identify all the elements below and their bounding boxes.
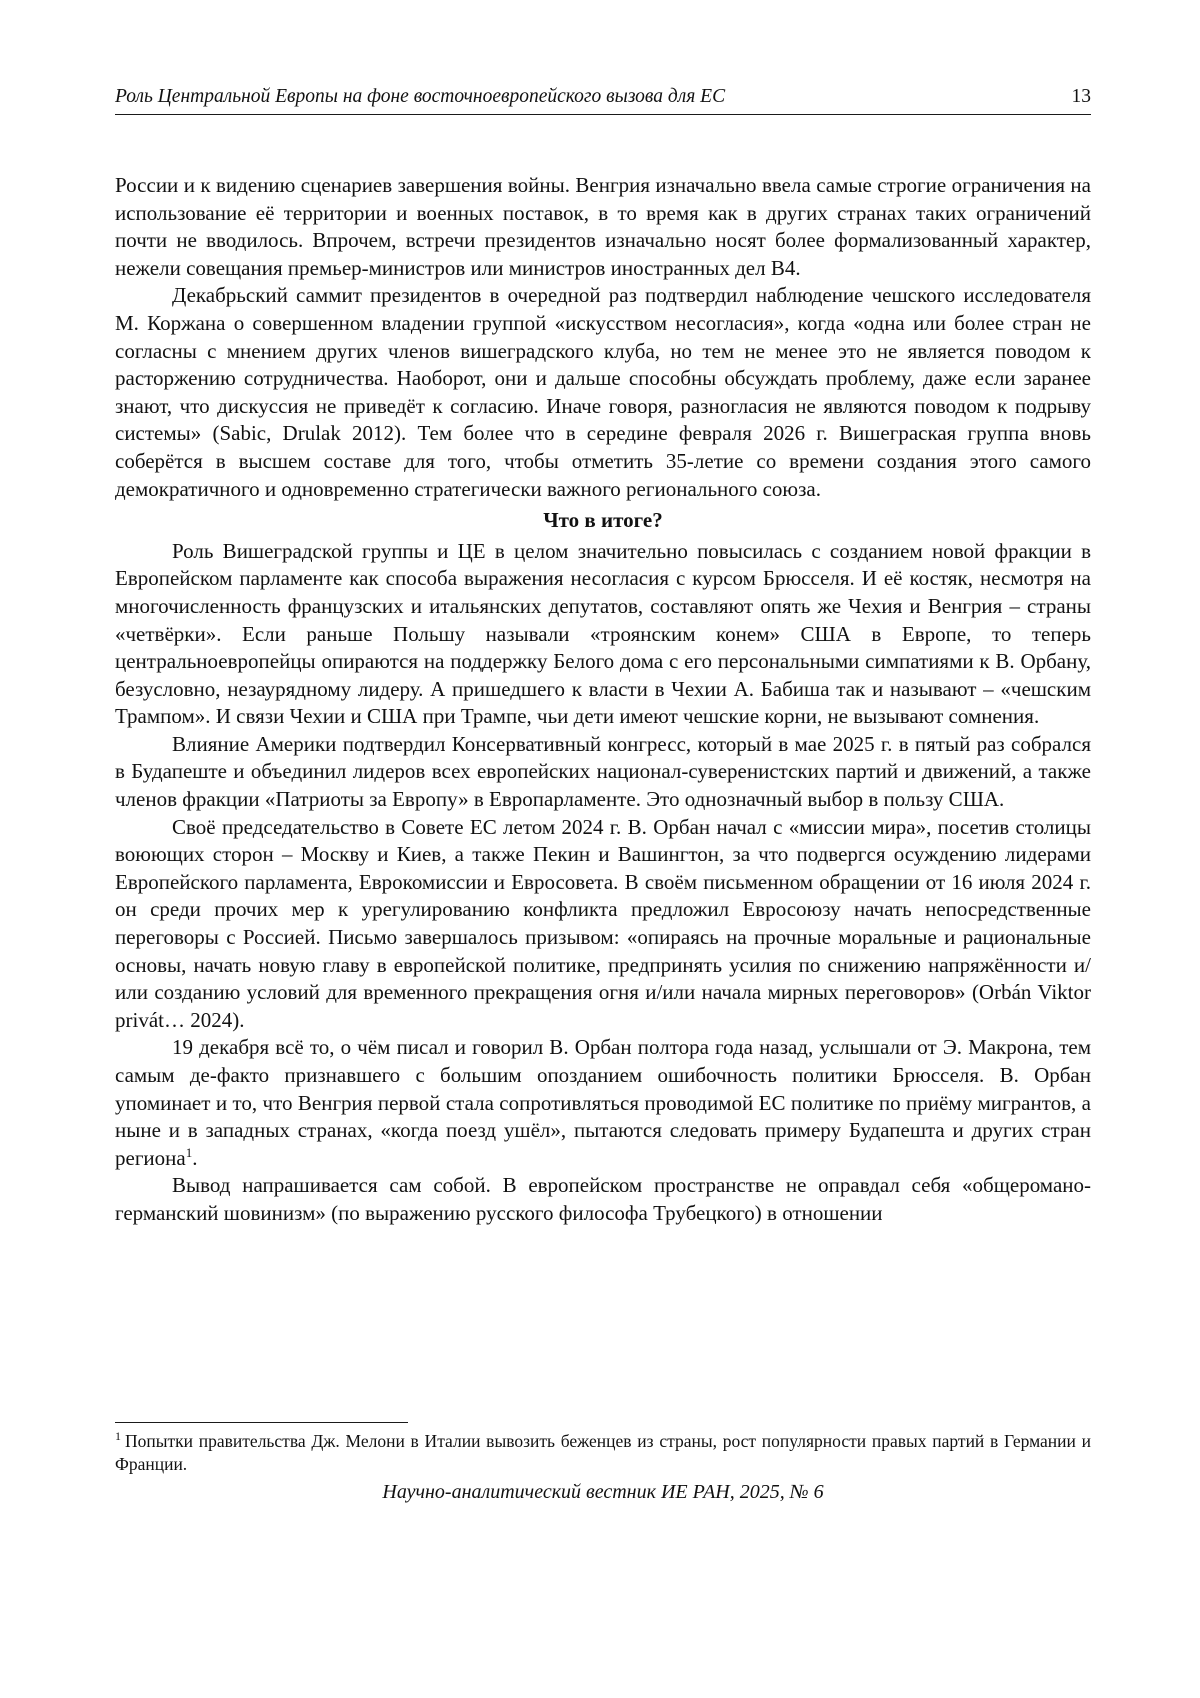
paragraph-5: Своё председательство в Совете ЕС летом 2024 г. В. Орбан начал с «миссии мира», посетив столицы воюющих сторон – Москву и Киев, а также Пекин и Вашингтон, за что подвергся осуждению лидерами Европейского парламента, Еврокомиссии и Евросовета. В своём письменном обращении от 16 июля 2024 г. он среди прочих мер к урегулированию конфликта предложил Евросоюзу начать непосредственные переговоры с Россией. Письмо завершалось призывом: «опираясь на прочные моральные и рациональные основы, начать новую главу в европейской политике, предпринять усилия по снижению напряжённости и/или созданию условий для временного прекращения огня и/или начала мирных переговоров» (Orbán Viktor privát… 2024). xyxy=(115,814,1091,1032)
paragraph-1: России и к видению сценариев завершения войны. Венгрия изначально ввела самые строгие ограничения на использование её территории и военных поставок, в то время как в других странах таких ограничений почти не вводилось. Впрочем, встречи президентов изначально носят более формализованный характер, нежели совещания премьер-министров или министров иностранных дел В4. xyxy=(115,173,1091,280)
section-heading: Что в итоге? xyxy=(543,508,663,533)
paragraph-4: Влияние Америки подтвердил Консервативный конгресс, который в мае 2025 г. в пятый раз собрался в Будапеште и объединил лидеров всех европейских национал-суверенистских партий и движений, а также членов фракции «Патриоты за Европу» в Европарламенте. Это однозначный выбор в пользу США. xyxy=(115,731,1091,812)
footnote-divider xyxy=(115,1422,408,1423)
paragraph-2: Декабрьский саммит президентов в очередной раз подтвердил наблюдение чешского исследователя М. Коржана о совершенном владении группой «искусством несогласия», когда «одна или более стран не согласны с мнением других членов вишеградского клуба, но тем не менее это не является поводом к расторжению сотрудничества. Наоборот, они и дальше способны обсуждать проблему, даже если заранее знают, что дискуссия не приведёт к согласию. Иначе говоря, разногласия не являются поводом к подрыву системы» (Sabic, Drulak 2012). Тем более что в середине февраля 2026 г. Вишеграская группа вновь соберётся в высшем составе для того, чтобы отметить 35-летие со времени создания этого самого демократичного и одновременно стратегически важного регионального союза. xyxy=(115,283,1091,501)
footnote-reference[interactable]: 1 xyxy=(185,1144,193,1160)
article-body xyxy=(115,172,1091,1228)
paragraph-7: Вывод напрашивается сам собой. В европейском пространстве не оправдал себя «общероманo-германский шовинизм» (по выражению русского философа Трубецкого) в отношении xyxy=(115,1173,1091,1225)
paragraph-6 xyxy=(115,1034,1091,1172)
footnote-text: Попытки правительства Дж. Мелони в Италии вывозить беженцев из страны, рост популярности правых партий в Германии и Франции. xyxy=(115,1431,1091,1474)
paragraph-3: Роль Вишеградской группы и ЦЕ в целом значительно повысилась с созданием новой фракции в Европейском парламенте как способа выражения несогласия с курсом Брюсселя. И её костяк, несмотря на многочисленность французских и итальянских депутатов, составляют опять же Чехия и Венгрия – страны «четвёрки». Если раньше Польшу называли «троянским конем» США в Европе, то теперь центральноевропейцы опираются на поддержку Белого дома с его персональными симпатиями к В. Орбану, безусловно, незаурядному лидеру. А пришедшего к власти в Чехии А. Бабиша так и называют – «чешским Трампом». И связи Чехии и США при Трампе, чьи дети имеют чешские корни, не вызывают сомнения. xyxy=(115,538,1091,729)
footnote xyxy=(115,1430,1091,1475)
journal-footer: Научно-аналитический вестник ИЕ РАН, 2025, № 6 xyxy=(382,1481,824,1503)
footnote-mark: 1 xyxy=(115,1429,121,1444)
page-number: 13 xyxy=(1071,86,1091,107)
paragraph-6-end: . xyxy=(192,1145,198,1170)
running-header xyxy=(115,80,1091,115)
paragraph-6-text: 19 декабря всё то, о чём писал и говорил В. Орбан полтора года назад, услышали от Э. Макрона, тем самым де-факто признавшего с большим опозданием ошибочность политики Брюсселя. В. Орбан упоминает и то, что Венгрия первой стала сопротивляться проводимой ЕС политике по приёму мигрантов, а ныне и в западных странах, «когда поезд ушёл», пытаются следовать примеру Будапешта и других стран региона xyxy=(115,1035,1091,1170)
running-title: Роль Центральной Европы на фоне восточноевропейского вызова для ЕС xyxy=(115,86,726,107)
